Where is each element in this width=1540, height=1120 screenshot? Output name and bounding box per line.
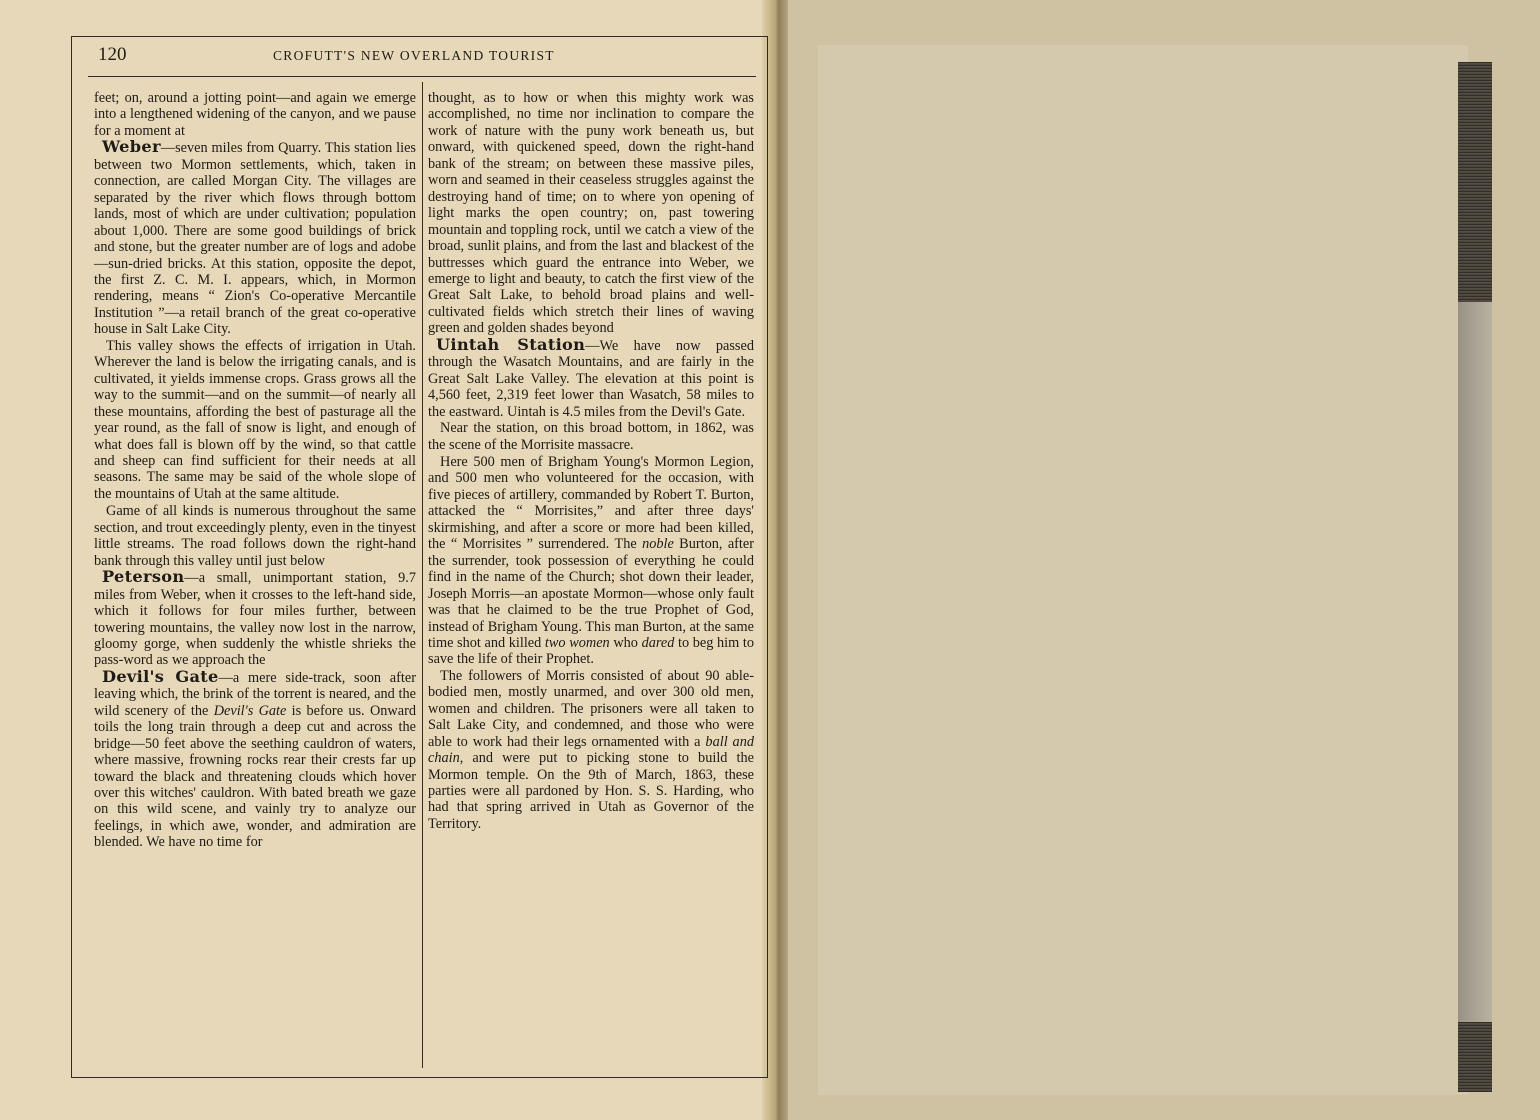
text-run: , and were put to picking stone to build the Mormon temple. On the 9th of March, 1863, these parties were all pardoned by Hon. S. S. Harding, who had that spring arrived in Utah as Governor of the Territory.: [428, 750, 754, 832]
right-page-blank: [788, 0, 1540, 1120]
header-rule: [88, 76, 756, 77]
station-entry-devils-gate: [94, 666, 416, 851]
text-run: to beg him to save the life of their Prophet.: [428, 634, 754, 668]
running-head: CROFUTT'S NEW OVERLAND TOURIST: [273, 48, 555, 63]
italic-text: ball and chain: [428, 733, 754, 767]
station-name-devils-gate: Devil's Gate: [102, 666, 219, 686]
paragraph: thought, as to how or when this mighty work was accomplished, no time nor inclination to compare the work of nature with the puny work beneath us, but onward, with quickened speed, down the right-hand bank of the stream; on between these massive piles, worn and seamed in their ceaseless struggles against the destroying hand of time; on to where yon opening of light marks the open country; on, past towering mountain and toppling rock, until we catch a view of the broad, sunlit plains, and from the last and blackest of the buttresses which guard the entrance into Weber, we emerge to light and beauty, to catch the first view of the Great Salt Lake, to behold broad plains and well-cultivated fields which stretch their lines of waving green and golden shades beyond: [428, 90, 754, 337]
text-run: The followers of Morris consisted of about 90 able-bodied men, mostly unarmed, and over 300 old men, women and children. The prisoners were all taken to Salt Lake City, and condemned, and those who were able to work had their legs ornamented with a: [428, 667, 754, 750]
station-entry-uintah: [428, 334, 754, 420]
italic-text: noble: [642, 536, 674, 553]
station-name-weber: Weber: [102, 137, 161, 157]
station-entry-peterson: [94, 569, 416, 669]
station-text: —We have now passed through the Wasatch Mountains, and are fairly in the Great Salt Lake Valley. The elevation at this point is 4,560 feet, 2,319 feet lower than Wasatch, 58 miles to the eastward. Uintah is 4.5 miles from the Devil's Gate.: [428, 337, 754, 420]
text-run: Burton, after the surrender, took possession of everything he could find in the name of the Church; shot down their leader, Joseph Morris—an apostate Mormon—whose only fault was that he claimed to be the true Prophet of God, instead of Brigham Young. This man Burton, at the same time shot and killed: [428, 536, 755, 651]
right-page-area: [818, 45, 1468, 1095]
station-entry-weber: [94, 139, 416, 337]
page-header: [98, 40, 758, 68]
station-name-uintah: Uintah Station: [436, 334, 586, 354]
station-text: —a small, unimportant station, 9.7 miles from Weber, when it crosses to the left-hand side, which it follows for four miles further, between towering mountains, the valley now lost in the narrow, gloomy gorge, when suddenly the whistle shrieks the pass-word as we approach the: [94, 570, 416, 669]
paragraph: [428, 454, 754, 668]
station-text: —a mere side-track, soon after leaving which, the brink of the torrent is neared, and the wild scenery of the: [94, 669, 416, 719]
paragraph: Game of all kinds is numerous throughout the same section, and trout exceedingly plenty, even in the tinyest little streams. The road follows down the right-hand bank through this valley until just below: [94, 503, 416, 569]
page-number: 120: [98, 44, 127, 65]
text-run: Here 500 men of Brigham Young's Mormon Legion, and 500 men who volunteered for the occasion, with five pieces of artillery, commanded by Robert T. Burton, attacked the “ Morrisites,” and after three days' skirmishing, and after a score or more had been killed, the “ Morrisites ” surrendered. The: [428, 453, 754, 553]
italic-text: Devil's Gate: [213, 702, 287, 719]
column-divider: [422, 82, 423, 1068]
right-column: [428, 90, 754, 832]
text-run: who: [609, 634, 642, 651]
paragraph: feet; on, around a jotting point—and again we emerge into a lengthened widening of the canyon, and we pause for a moment at: [94, 90, 416, 139]
paragraph: This valley shows the effects of irrigation in Utah. Wherever the land is below the irrigating canals, and is cultivated, it yields immense crops. Grass grows all the way to the summit—and on the summit—of nearly all these mountains, affording the best of pasturage all the year round, as the fall of snow is light, and enough of what does fall is blown off by the wind, so that cattle and sheep can find sufficient for their needs at all seasons. The same may be said of the whole slope of the mountains of Utah at the same altitude.: [94, 337, 416, 502]
station-text: is before us. Onward toils the long train through a deep cut and across the bridge—50 feet above the seething cauldron of waters, where massive, frowning rocks rear their crests far up toward the black and threatening clouds which hover over this witches' cauldron. With bated breath we gaze on this wild scene, and vainly try to analyze our feelings, in which awe, wonder, and admiration are blended. We have no time for: [94, 702, 416, 851]
left-column: [94, 90, 416, 851]
station-text: —seven miles from Quarry. This station lies between two Mormon settlements, which, taken in connection, are called Morgan City. The villages are separated by the river which flows through bottom lands, most of which are under cultivation; population about 1,000. There are some good buildings of brick and stone, but the greater number are of logs and adobe—sun-dried bricks. At this station, opposite the depot, the first Z. C. M. I. appears, which, in Mormon rendering, means “ Zion's Co-operative Mercantile Institution ”—a retail branch of the great co-operative house in Salt Lake City.: [94, 140, 416, 338]
page-edge-strip: [1458, 62, 1492, 1092]
paragraph: Near the station, on this broad bottom, in 1862, was the scene of the Morrisite massacre.: [428, 420, 754, 453]
station-name-peterson: Peterson: [102, 567, 185, 587]
italic-text: two women: [544, 634, 610, 651]
paragraph: [428, 668, 754, 833]
italic-text: dared: [641, 634, 675, 651]
